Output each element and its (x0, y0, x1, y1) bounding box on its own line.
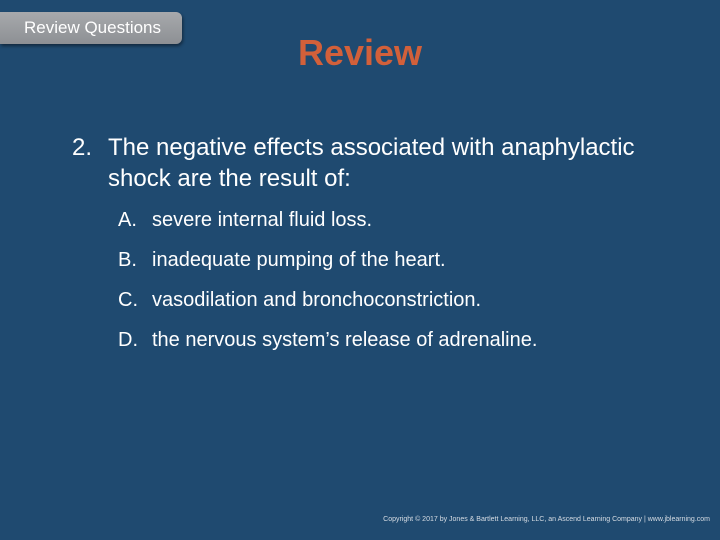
answer-letter: A. (118, 209, 137, 231)
answer-option-a (118, 207, 708, 247)
answer-option-b (118, 247, 708, 287)
answer-letter: D. (118, 329, 138, 351)
question-text: The negative effects associated with anaphylactic shock are the result of: (108, 134, 635, 192)
question (72, 132, 692, 194)
slide-title: Review (297, 32, 423, 73)
slide-title-container (0, 33, 720, 73)
answer-option-d (118, 327, 708, 367)
answer-option-c (118, 287, 708, 327)
copyright-notice: Copyright © 2017 by Jones & Bartlett Learning, LLC, an Ascend Learning Company | www.jblearning.com (383, 516, 710, 523)
answer-text: the nervous system’s release of adrenaline. (152, 329, 538, 351)
answer-letter: C. (118, 289, 138, 311)
answer-text: inadequate pumping of the heart. (152, 249, 446, 271)
question-number: 2. (72, 134, 93, 161)
answer-list (118, 207, 708, 367)
answer-text: severe internal fluid loss. (152, 209, 373, 231)
review-questions-label: Review Questions (24, 18, 162, 37)
answer-letter: B. (118, 249, 137, 271)
answer-text: vasodilation and bronchoconstriction. (152, 289, 482, 311)
